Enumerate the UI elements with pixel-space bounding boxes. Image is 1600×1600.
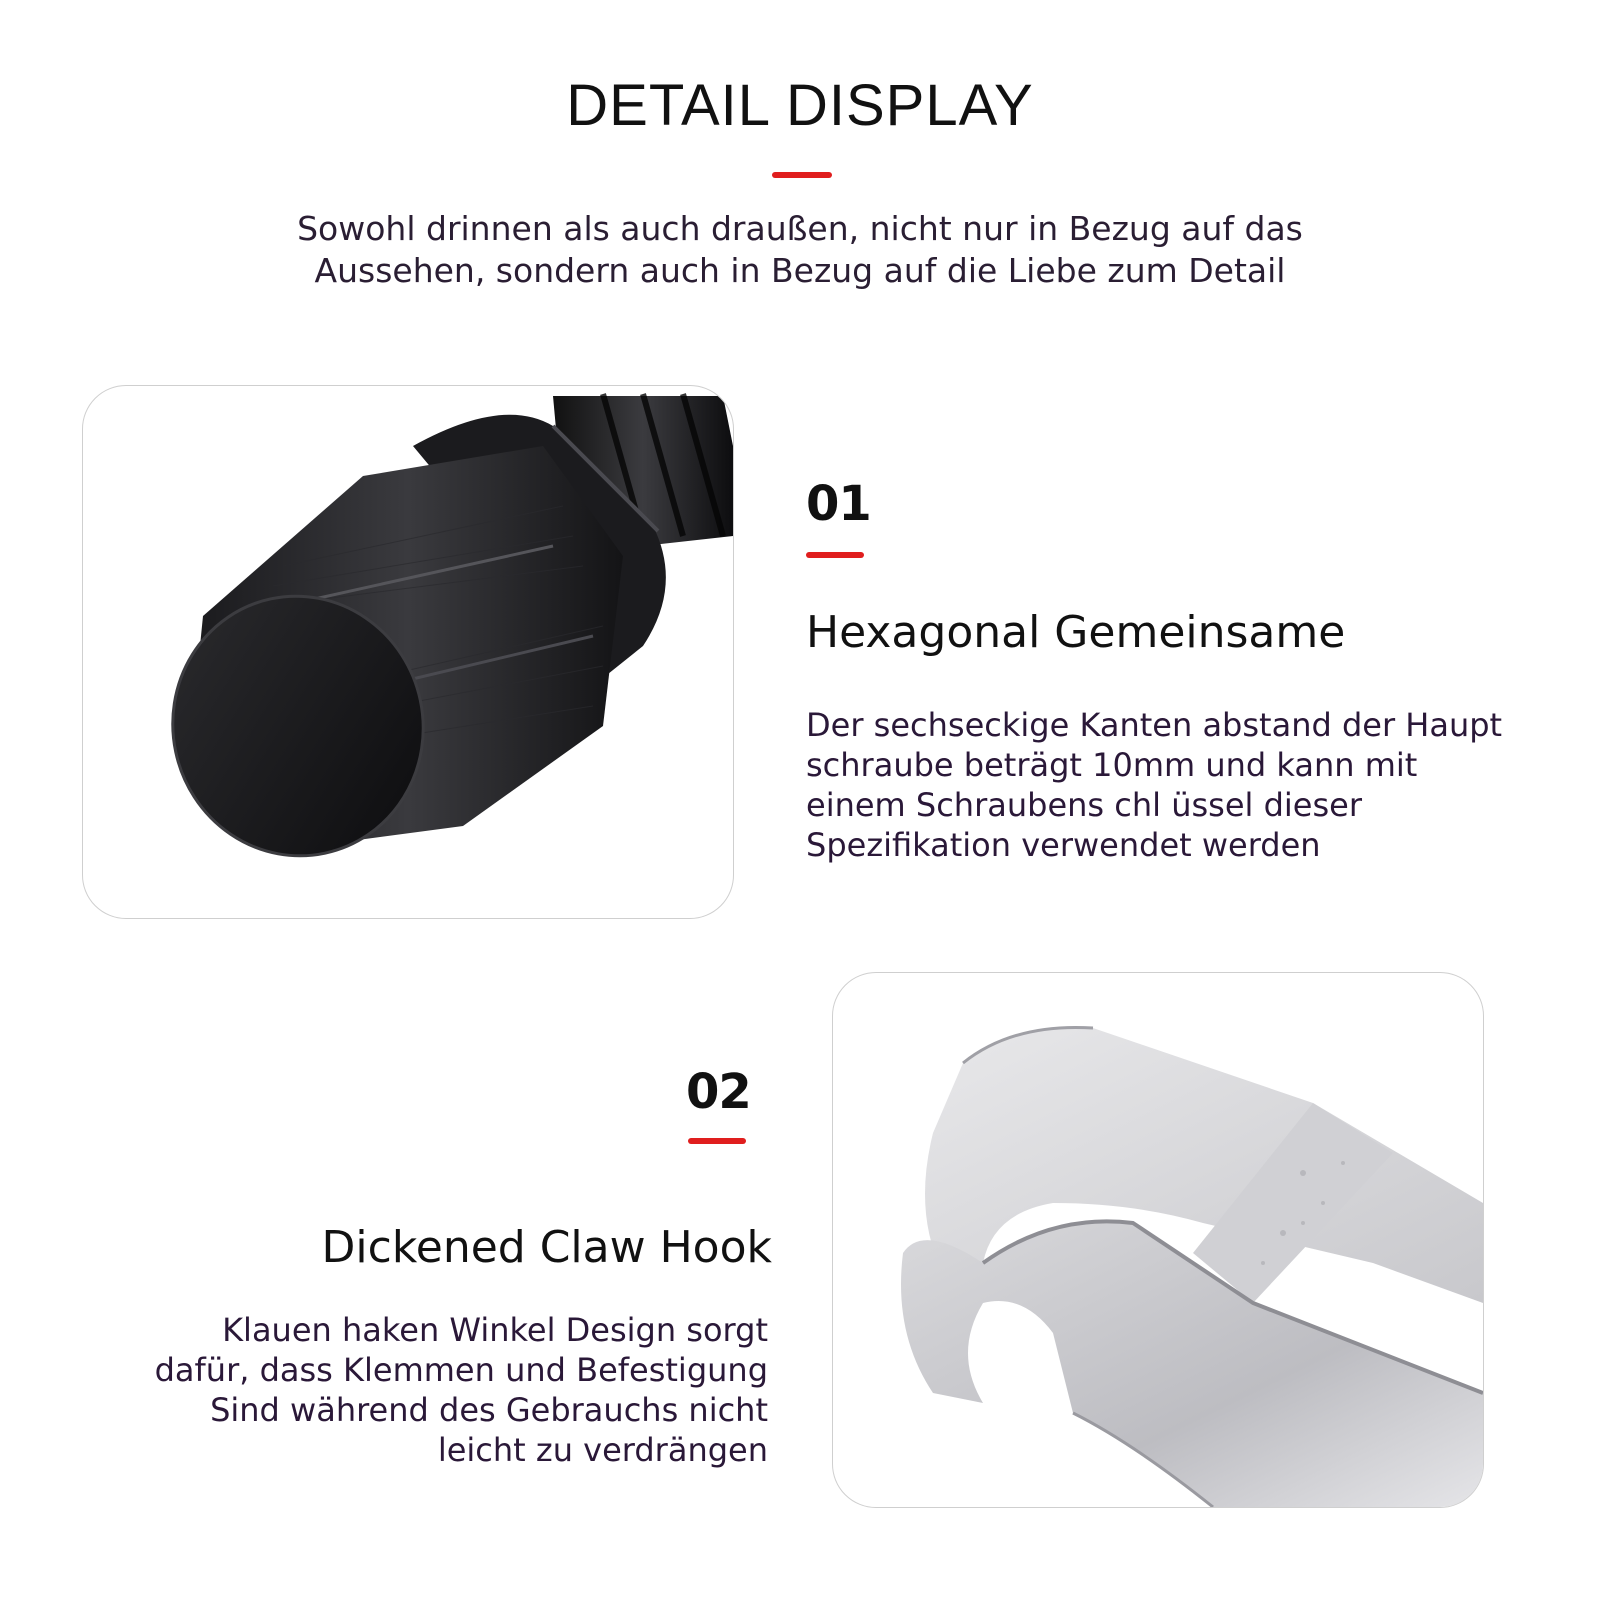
feature-number: 01	[806, 476, 871, 532]
hex-bolt-image-card	[82, 385, 734, 919]
claw-hook-image	[833, 973, 1483, 1507]
page-subtitle	[200, 208, 1400, 292]
claw-hook-image-card	[832, 972, 1484, 1508]
title-accent-bar	[772, 172, 832, 178]
hex-bolt-image	[83, 386, 733, 918]
subtitle-line: Aussehen, sondern auch in Bezug auf die Liebe zum Detail	[314, 251, 1286, 290]
description-line: Sind während des Gebrauchs nicht	[210, 1391, 768, 1429]
description-line: Der sechseckige Kanten abstand der Haupt	[806, 706, 1503, 744]
feature-title: Dickened Claw Hook	[321, 1222, 772, 1273]
subtitle-line: Sowohl drinnen als auch draußen, nicht nur in Bezug auf das	[297, 209, 1303, 248]
description-line: dafür, dass Klemmen und Befestigung	[154, 1351, 768, 1389]
feature-accent-bar	[688, 1138, 746, 1144]
page-title: DETAIL DISPLAY	[566, 73, 1034, 138]
description-line: leicht zu verdrängen	[437, 1431, 768, 1469]
description-line: einem Schraubens chl üssel dieser	[806, 786, 1362, 824]
feature-description	[155, 1310, 768, 1470]
feature-number: 02	[686, 1064, 751, 1120]
description-line: Klauen haken Winkel Design sorgt	[222, 1311, 768, 1349]
feature-accent-bar	[806, 552, 864, 558]
description-line: Spezifikation verwendet werden	[806, 826, 1321, 864]
feature-description	[806, 705, 1502, 865]
description-line: schraube beträgt 10mm und kann mit	[806, 746, 1418, 784]
feature-title: Hexagonal Gemeinsame	[806, 607, 1346, 658]
